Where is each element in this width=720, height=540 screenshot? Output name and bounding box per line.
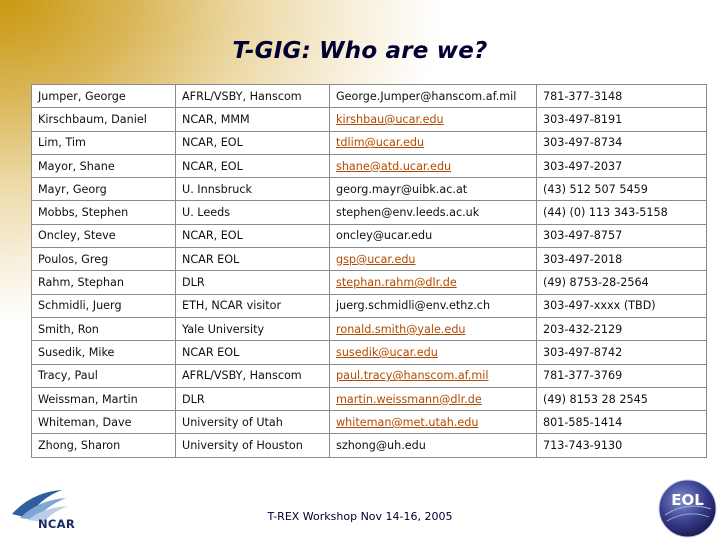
- member-affiliation: DLR: [176, 387, 330, 410]
- member-affiliation: U. Innsbruck: [176, 178, 330, 201]
- member-name: Whiteman, Dave: [32, 411, 176, 434]
- member-phone: (44) (0) 113 343-5158: [537, 201, 707, 224]
- member-affiliation: NCAR, EOL: [176, 154, 330, 177]
- member-name: Oncley, Steve: [32, 224, 176, 247]
- member-affiliation: University of Utah: [176, 411, 330, 434]
- members-table: [31, 84, 707, 458]
- member-phone: 303-497-8191: [537, 108, 707, 131]
- member-name: Poulos, Greg: [32, 248, 176, 271]
- member-name: Weissman, Martin: [32, 387, 176, 410]
- member-email-link[interactable]: paul.tracy@hanscom.af.mil: [330, 364, 537, 387]
- member-email: georg.mayr@uibk.ac.at: [330, 178, 537, 201]
- table-row: [32, 85, 707, 108]
- member-email-link[interactable]: whiteman@met.utah.edu: [330, 411, 537, 434]
- member-name: Jumper, George: [32, 85, 176, 108]
- table-row: [32, 248, 707, 271]
- member-email-link[interactable]: ronald.smith@yale.edu: [330, 317, 537, 340]
- member-affiliation: NCAR EOL: [176, 341, 330, 364]
- member-phone: 801-585-1414: [537, 411, 707, 434]
- table-row: [32, 294, 707, 317]
- member-name: Schmidli, Juerg: [32, 294, 176, 317]
- table-row: [32, 201, 707, 224]
- table-row: [32, 364, 707, 387]
- member-phone: 781-377-3148: [537, 85, 707, 108]
- member-name: Kirschbaum, Daniel: [32, 108, 176, 131]
- member-name: Mayr, Georg: [32, 178, 176, 201]
- table-row: [32, 271, 707, 294]
- member-phone: 781-377-3769: [537, 364, 707, 387]
- member-phone: (49) 8153 28 2545: [537, 387, 707, 410]
- member-name: Mobbs, Stephen: [32, 201, 176, 224]
- table-row: [32, 387, 707, 410]
- member-affiliation: Yale University: [176, 317, 330, 340]
- members-table-body: [32, 85, 707, 458]
- member-email-link[interactable]: martin.weissmann@dlr.de: [330, 387, 537, 410]
- member-affiliation: AFRL/VSBY, Hanscom: [176, 85, 330, 108]
- table-row: [32, 434, 707, 457]
- table-row: [32, 317, 707, 340]
- member-email-link[interactable]: stephan.rahm@dlr.de: [330, 271, 537, 294]
- member-affiliation: ETH, NCAR visitor: [176, 294, 330, 317]
- member-email: juerg.schmidli@env.ethz.ch: [330, 294, 537, 317]
- member-phone: (43) 512 507 5459: [537, 178, 707, 201]
- table-row: [32, 131, 707, 154]
- member-email-link[interactable]: tdlim@ucar.edu: [330, 131, 537, 154]
- member-name: Tracy, Paul: [32, 364, 176, 387]
- member-phone: 203-432-2129: [537, 317, 707, 340]
- member-email-link[interactable]: shane@atd.ucar.edu: [330, 154, 537, 177]
- member-affiliation: AFRL/VSBY, Hanscom: [176, 364, 330, 387]
- member-name: Rahm, Stephan: [32, 271, 176, 294]
- member-name: Smith, Ron: [32, 317, 176, 340]
- member-phone: 303-497-2037: [537, 154, 707, 177]
- member-phone: (49) 8753-28-2564: [537, 271, 707, 294]
- member-email: stephen@env.leeds.ac.uk: [330, 201, 537, 224]
- table-row: [32, 411, 707, 434]
- member-email-link[interactable]: gsp@ucar.edu: [330, 248, 537, 271]
- eol-logo-text: EOL: [671, 491, 704, 509]
- member-phone: 303-497-8734: [537, 131, 707, 154]
- member-name: Lim, Tim: [32, 131, 176, 154]
- member-email-link[interactable]: kirshbau@ucar.edu: [330, 108, 537, 131]
- member-affiliation: University of Houston: [176, 434, 330, 457]
- member-affiliation: U. Leeds: [176, 201, 330, 224]
- table-row: [32, 178, 707, 201]
- member-email: oncley@ucar.edu: [330, 224, 537, 247]
- table-row: [32, 154, 707, 177]
- eol-logo-icon: [657, 479, 718, 538]
- member-affiliation: NCAR, EOL: [176, 224, 330, 247]
- slide-title: T-GIG: Who are we?: [232, 38, 488, 64]
- member-email: szhong@uh.edu: [330, 434, 537, 457]
- member-affiliation: NCAR, EOL: [176, 131, 330, 154]
- member-phone: 303-497-xxxx (TBD): [537, 294, 707, 317]
- member-affiliation: NCAR, MMM: [176, 108, 330, 131]
- member-phone: 303-497-8757: [537, 224, 707, 247]
- ncar-logo-text: NCAR: [38, 517, 76, 531]
- table-row: [32, 108, 707, 131]
- member-name: Zhong, Sharon: [32, 434, 176, 457]
- member-phone: 303-497-2018: [537, 248, 707, 271]
- member-email: George.Jumper@hanscom.af.mil: [330, 85, 537, 108]
- member-affiliation: DLR: [176, 271, 330, 294]
- table-row: [32, 224, 707, 247]
- member-email-link[interactable]: susedik@ucar.edu: [330, 341, 537, 364]
- member-affiliation: NCAR EOL: [176, 248, 330, 271]
- footer-text: T-REX Workshop Nov 14-16, 2005: [267, 510, 453, 523]
- table-row: [32, 341, 707, 364]
- member-name: Mayor, Shane: [32, 154, 176, 177]
- member-phone: 303-497-8742: [537, 341, 707, 364]
- member-phone: 713-743-9130: [537, 434, 707, 457]
- member-name: Susedik, Mike: [32, 341, 176, 364]
